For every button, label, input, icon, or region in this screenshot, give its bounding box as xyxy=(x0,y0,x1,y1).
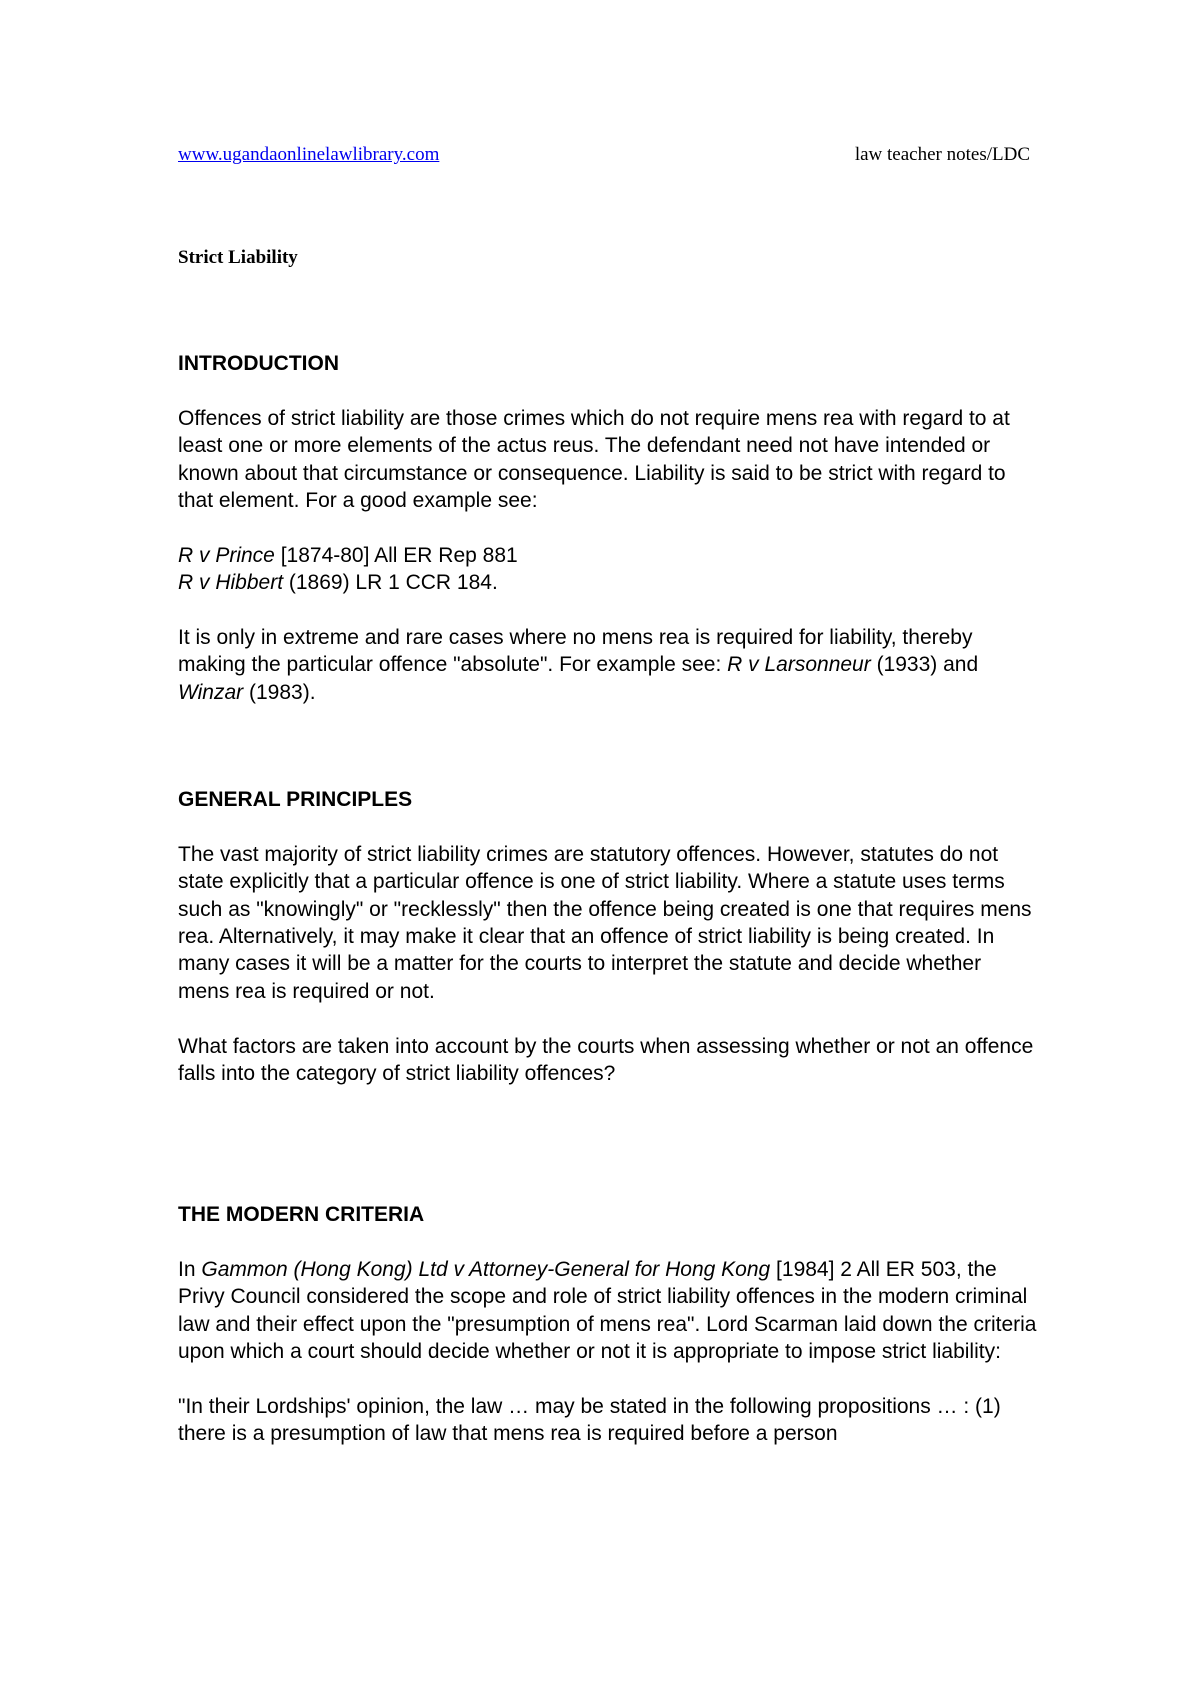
intro-paragraph-2 xyxy=(178,624,1038,706)
website-link[interactable]: www.ugandaonlinelawlibrary.com xyxy=(178,144,440,165)
section-modern-criteria xyxy=(178,1201,1038,1448)
section-heading-general-principles: GENERAL PRINCIPLES xyxy=(178,788,413,811)
section-heading-modern-criteria: THE MODERN CRITERIA xyxy=(178,1203,425,1226)
case-name: R v Prince xyxy=(178,543,275,567)
general-paragraph-2: What factors are taken into account by the courts when assessing whether or not an offence falls into the category of strict liability offences? xyxy=(178,1034,1034,1086)
header-source-label: law teacher notes/LDC xyxy=(854,144,1030,165)
intro-paragraph-1: Offences of strict liability are those crimes which do not require mens rea with regard to at least one or more elements of the actus reus. The defendant need not have intended or known about that circumstance or consequence. Liability is said to be strict with regard to that element. For a good example see: xyxy=(178,406,1010,513)
page-header xyxy=(178,144,1030,174)
document-title: Strict Liability xyxy=(178,247,298,268)
case-name: Winzar xyxy=(178,680,244,704)
text-run: (1933) and xyxy=(870,653,979,677)
text-run: [1984] 2 All ER 503, the Privy Council considered the scope and role of strict liability offences in the modern criminal law and their effect upon the "presumption of mens rea". Lord Scarman laid down the criteria upon which a court should decide whether or not it is appropriate to impose strict liability: xyxy=(178,1257,1037,1364)
text-run: It is only in extreme and rare cases where no mens rea is required for liability, thereby making the particular offence "absolute". For example see: xyxy=(178,626,973,677)
case-reference: [1874-80] All ER Rep 881 xyxy=(274,543,518,567)
case-name: R v Hibbert xyxy=(178,571,284,595)
text-run: In xyxy=(178,1257,202,1281)
section-general-principles xyxy=(178,786,1038,1087)
case-reference: (1869) LR 1 CCR 184. xyxy=(283,571,498,595)
case-name: R v Larsonneur xyxy=(727,653,871,677)
text-run: (1983). xyxy=(243,680,316,704)
intro-case-list xyxy=(178,542,1038,597)
modern-paragraph-1 xyxy=(178,1256,1038,1366)
modern-paragraph-2: "In their Lordships' opinion, the law … may be stated in the following propositions … : (1) there is a presumption of law that mens rea is required before a person xyxy=(178,1394,1001,1446)
case-citation-1 xyxy=(178,544,518,567)
section-heading-introduction: INTRODUCTION xyxy=(178,352,339,375)
case-citation-2 xyxy=(178,571,498,594)
section-introduction xyxy=(178,350,1038,706)
case-name: Gammon (Hong Kong) Ltd v Attorney-General for Hong Kong xyxy=(201,1257,771,1281)
general-paragraph-1: The vast majority of strict liability crimes are statutory offences. However, statutes do not state explicitly that a particular offence is one of strict liability. Where a statute uses terms such as "knowingly" or "recklessly" then the offence being created is one that requires mens rea. Alternatively, it may make it clear that an offence of strict liability is being created. In many cases it will be a matter for the courts to interpret the statute and decide whether mens rea is required or not. xyxy=(178,842,1032,1003)
